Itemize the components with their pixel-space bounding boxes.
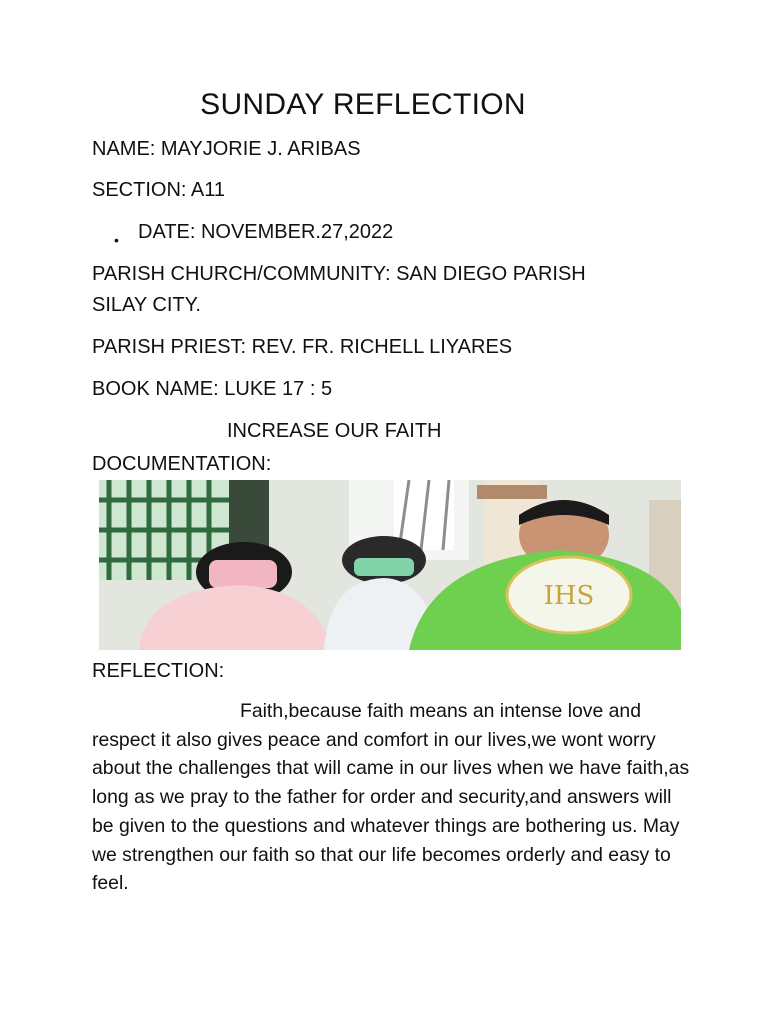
section-line: SECTION: A11 bbox=[92, 179, 226, 201]
page-title: SUNDAY REFLECTION bbox=[200, 88, 526, 121]
theme-line: INCREASE OUR FAITH bbox=[227, 420, 442, 442]
parish-line-2: SILAY CITY. bbox=[92, 294, 201, 316]
date-line: DATE: NOVEMBER.27,2022 bbox=[138, 221, 394, 243]
chasuble-monogram: IHS bbox=[543, 581, 595, 611]
name-line: NAME: MAYJORIE J. ARIBAS bbox=[92, 138, 361, 160]
reflection-text: Faith,because faith means an intense love and respect it also gives peace and comfort in our lives,we wont worry about the challenges that will came in our lives when we have faith,as long as we pray to the father for order and security,and answers will be given to the questions and whatever things are bothering us. May we strengthen our faith so that our life becomes orderly and easy to feel. bbox=[92, 700, 690, 895]
bullet-icon: • bbox=[114, 232, 119, 248]
book-line: BOOK NAME: LUKE 17 : 5 bbox=[92, 378, 333, 400]
priest-line: PARISH PRIEST: REV. FR. RICHELL LIYARES bbox=[92, 336, 513, 358]
reflection-label: REFLECTION: bbox=[92, 660, 225, 682]
photo-illustration bbox=[99, 480, 681, 650]
reflection-paragraph bbox=[92, 697, 692, 898]
documentation-label: DOCUMENTATION: bbox=[92, 453, 272, 475]
parish-line-1: PARISH CHURCH/COMMUNITY: SAN DIEGO PARISH bbox=[92, 263, 586, 285]
group-photo-image bbox=[99, 480, 681, 650]
